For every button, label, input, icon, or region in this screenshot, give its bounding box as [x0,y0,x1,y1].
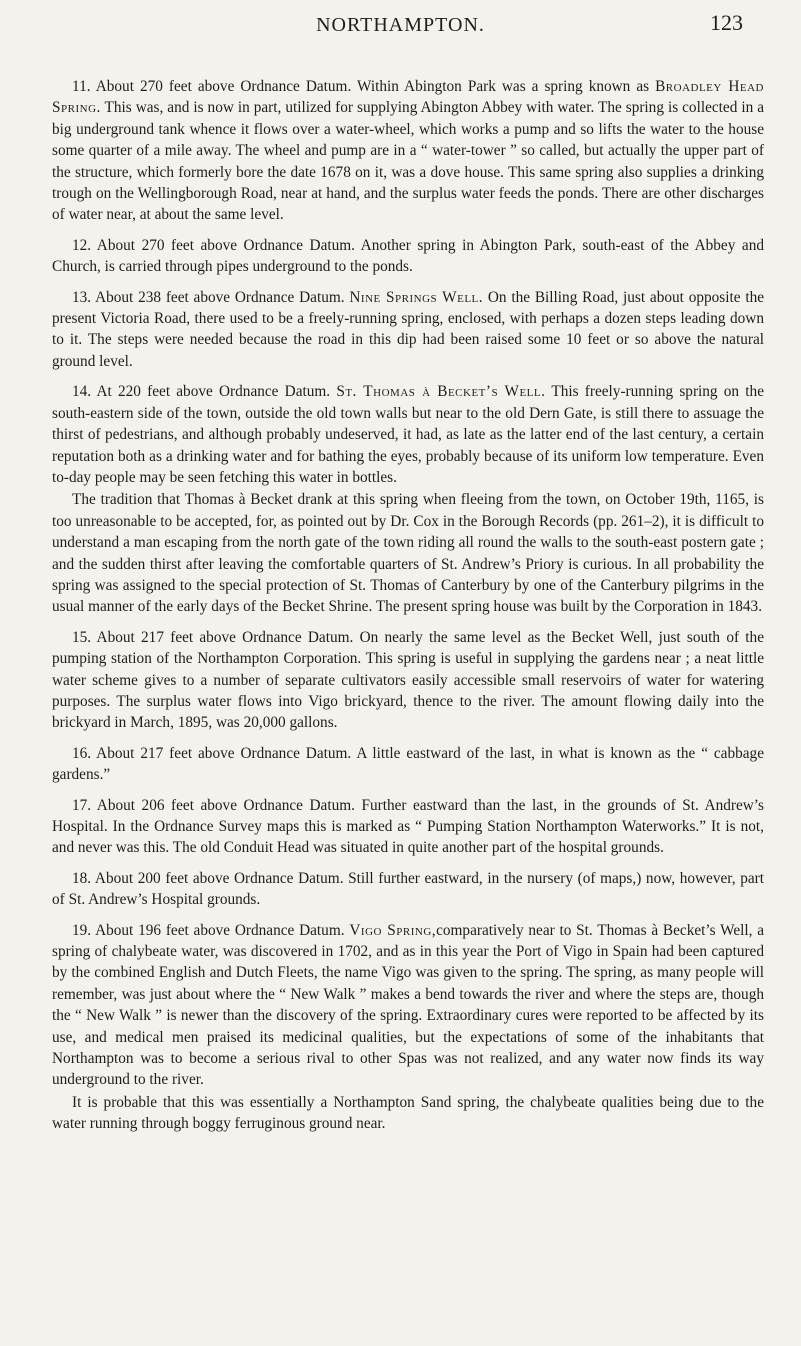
paragraph-19: 19. About 196 feet above Ordnance Datum. Vigo Spring,comparatively near to St. Thomas à Becket’s Well, a spring of chalybeate water, was discovered in 1702, and as in this year the Port of Vigo in Spain had been captured by the combined English and Dutch Fleets, the name Vigo was given to the spring. The spring, as many people will remember, was just about where the “ New Walk ” makes a bend towards the river and where the steps are, though the “ New Walk ” is newer than the discovery of the spring. Extraordinary cures were reported to be affected by its use, and medical men praised its medicinal qualities, but the expectations of some of the inhabitants that Northampton was to become a serious rival to other Spas was not realized, and any water now finds its way underground to the river. [52,921,765,1089]
paragraph-12: 12. About 270 feet above Ordnance Datum. Another spring in Abington Park, south-east of the Abbey and Church, is carried through pipes underground to the ponds. [52,236,764,276]
spring-name: Nine Springs Well. [349,288,484,306]
paragraph-19-continued: It is probable that this was essentially a Northampton Sand spring, the chalybeate qualities being due to the water running through boggy ferruginous ground near. [52,1093,764,1133]
paragraph-14: 14. At 220 feet above Ordnance Datum. St. Thomas à Becket’s Well. This freely-running spring on the south-eastern side of the town, outside the old town walls but near to the old Dern Gate, is still there to assuage the thirst of pedestrians, and although probably undeserved, it had, as late as the latter end of the last century, a certain reputation both as a drinking water and for bathing the eyes, probably because of its uniform low temperature. Even to-day people may be seen fetching this water in bottles. [52,383,764,486]
paragraph-14-continued: The tradition that Thomas à Becket drank at this spring when fleeing from the town, on October 19th, 1165, is too unreasonable to be accepted, for, as pointed out by Dr. Cox in the Borough Records (pp. 261–2), it is difficult to understand a man escaping from the north gate of the town riding all round the walls to the south-east postern gate ; and the sudden thirst after leaving the comfortable quarters of St. Andrew’s Priory is curious. In all probability the spring was assigned to the special protection of St. Thomas of Canterbury by one of the Canterbury pilgrims in the usual manner of the early days of the Becket Shrine. The present spring house was built by the Corporation in 1843. [52,491,764,616]
paragraph-11: 11. About 270 feet above Ordnance Datum. Within Abington Park was a spring known as Broadley Head Spring. This was, and is now in part, utilized for supplying Abington Abbey with water. The spring is collected in a big underground tank whence it flows over a water-wheel, which works a pump and so lifts the water to the house some quarter of a mile away. The wheel and pump are in a “ water-tower ” so called, but actually the upper part of the structure, which formerly bore the date 1678 on it, was a dove house. This same spring also supplies a drinking trough on the Wellingborough Road, near at hand, and the surplus water feeds the ponds. There are other discharges of water near, at about the same level. [52,78,765,224]
body-text [52,76,764,1144]
page-number: 123 [710,10,743,35]
running-head: NORTHAMPTON. [316,14,485,36]
spring-name: Broadley Head Spring. [52,78,765,117]
paragraph-15: 15. About 217 feet above Ordnance Datum. On nearly the same level as the Becket Well, just south of the pumping station of the Northampton Corporation. This spring is useful in supplying the gardens near ; a neat little water scheme gives to a number of separate cultivators easily accessible small reservoirs of water for watering purposes. The surplus water flows into Vigo brickyard, thence to the river. The amount flowing daily into the brickyard in March, 1895, was 20,000 gallons. [52,628,764,732]
paragraph-13: 13. About 238 feet above Ordnance Datum. Nine Springs Well. On the Billing Road, just about opposite the present Victoria Road, there used to be a freely-running spring, enclosed, with perhaps a dozen steps leading down to it. The steps were needed because the road in this dip had been raised some 10 feet or so above the natural ground level. [52,288,765,370]
paragraph-16: 16. About 217 feet above Ordnance Datum. A little eastward of the last, in what is known as the “ cabbage gardens.” [52,744,764,784]
spring-name: St. Thomas à Becket’s Well. [336,383,546,401]
paragraph-17: 17. About 206 feet above Ordnance Datum. Further eastward than the last, in the grounds of St. Andrew’s Hospital. In the Ordnance Survey maps this is marked as “ Pumping Station Northampton Waterworks.” It is not, and never was this. The old Conduit Head was situated in quite another part of the hospital grounds. [52,796,764,857]
paragraph-18: 18. About 200 feet above Ordnance Datum. Still further eastward, in the nursery (of maps,) now, however, part of St. Andrew’s Hospital grounds. [52,869,764,909]
spring-name: Vigo Spring, [349,921,437,939]
